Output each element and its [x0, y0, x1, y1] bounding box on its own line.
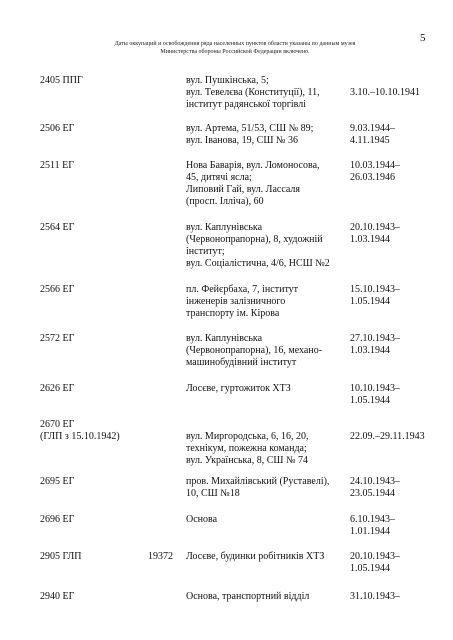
address-line: 45, дитячі ясла; — [186, 172, 252, 183]
address-line: вул. Тевелєва (Конституції), 11, — [186, 87, 320, 98]
date-line — [350, 75, 450, 87]
date-line: 26.03.1946 — [350, 172, 395, 183]
address-line: 10, СШ №18 — [186, 488, 240, 499]
address — [186, 284, 346, 320]
date-line: 10.10.1943– — [350, 383, 400, 394]
header-note — [70, 40, 400, 56]
hospital-code: 2564 ЕГ — [40, 222, 75, 233]
address — [186, 591, 346, 603]
dates — [350, 123, 450, 147]
date-line: 9.03.1944– — [350, 123, 395, 134]
address-line: вул. Миргородська, 6, 16, 20, — [186, 431, 309, 442]
hospital-code: 2940 ЕГ — [40, 591, 75, 602]
address — [186, 383, 346, 395]
address-line: Основа — [186, 514, 218, 525]
date-line: 24.10.1943– — [350, 476, 400, 487]
address — [186, 75, 346, 111]
date-line: 1.05.1944 — [350, 563, 390, 574]
address — [186, 419, 346, 467]
dates — [350, 514, 450, 538]
dates — [350, 333, 450, 357]
code-line: 2670 ЕГ — [40, 419, 75, 430]
address-line: Лосєве, гуртожиток ХТЗ — [186, 383, 291, 394]
date-line: 1.05.1944 — [350, 395, 390, 406]
address-line: вул. Артема, 51/53, СШ № 89; — [186, 123, 314, 134]
date-line: 1.05.1944 — [350, 296, 390, 307]
date-line: 22.09.–29.11.1943 — [350, 431, 425, 442]
address-line: інженерів залізничного — [186, 296, 286, 307]
date-line: 6.10.1943– — [350, 514, 395, 525]
date-line: 15.10.1943– — [350, 284, 400, 295]
address-line: вул. Каплунівська — [186, 333, 263, 344]
hospital-code — [40, 419, 150, 443]
date-line: 31.10.1943– — [350, 591, 400, 602]
hospital-code: 2405 ППГ — [40, 75, 83, 86]
code-line: (ГЛП з 15.10.1942) — [40, 431, 120, 442]
address-line: вул. Іванова, 19, СШ № 36 — [186, 135, 298, 146]
address-line: пл. Фейєрбаха, 7, інститут — [186, 284, 299, 295]
address-line: Нова Баварія, вул. Ломоносова, — [186, 160, 320, 171]
address — [186, 514, 346, 526]
header-note-line: Даты оккупаций и освобождения ряда населенных пунктов области указаны по данным музея — [114, 41, 356, 47]
date-line — [350, 419, 450, 431]
hospital-code: 2572 ЕГ — [40, 333, 75, 344]
address-line: (Червонопрапорна), 16, механо- — [186, 345, 323, 356]
page-number: 5 — [420, 32, 426, 44]
address-line: інститут; — [186, 246, 225, 257]
address-line: технікум, пожежна команда; — [186, 443, 307, 454]
date-line: 3.10.–10.10.1941 — [350, 87, 420, 98]
beds-count: 19372 — [148, 551, 173, 562]
date-line: 1.01.1944 — [350, 526, 390, 537]
address-line: Липовий Гай, вул. Лассаля — [186, 184, 300, 195]
dates — [350, 419, 450, 443]
dates — [350, 222, 450, 246]
hospital-code: 2626 ЕГ — [40, 383, 75, 394]
address-line: Лосєве, будинки робітників ХТЗ — [186, 551, 325, 562]
address — [186, 333, 346, 369]
address-line: (Червонопрапорна), 8, художній — [186, 234, 323, 245]
address — [186, 476, 346, 500]
hospital-code: 2566 ЕГ — [40, 284, 75, 295]
date-line: 20.10.1943– — [350, 551, 400, 562]
address-line: вул. Соціалістична, 4/6, НСШ №2 — [186, 258, 330, 269]
dates — [350, 591, 450, 603]
address-line: вул. Каплунівська — [186, 222, 263, 233]
address-line: вул. Пушкінська, 5; — [186, 75, 269, 86]
dates — [350, 284, 450, 308]
hospital-code: 2695 ЕГ — [40, 476, 75, 487]
date-line: 1.03.1944 — [350, 345, 390, 356]
address-line: машинобудівний інститут — [186, 357, 297, 368]
date-line: 23.05.1944 — [350, 488, 395, 499]
address — [186, 123, 346, 147]
date-line: 20.10.1943– — [350, 222, 400, 233]
address-line — [186, 419, 346, 431]
hospital-code: 2905 ГЛП — [40, 551, 82, 562]
address-line: пров. Михайлівський (Руставелі), — [186, 476, 330, 487]
dates — [350, 551, 450, 575]
hospital-code: 2511 ЕГ — [40, 160, 75, 171]
header-note-line: Министерства обороны Российской Федерации включено. — [160, 49, 310, 55]
date-line: 10.03.1944– — [350, 160, 400, 171]
address — [186, 551, 346, 563]
dates — [350, 75, 450, 99]
date-line: 4.11.1945 — [350, 135, 390, 146]
date-line: 27.10.1943– — [350, 333, 400, 344]
address-line: вул. Українська, 8, СШ № 74 — [186, 455, 309, 466]
address-line: Основа, транспортний відділ — [186, 591, 310, 602]
hospital-code: 2506 ЕГ — [40, 123, 75, 134]
dates — [350, 476, 450, 500]
dates — [350, 383, 450, 407]
address-line: (просп. Ілліча), 60 — [186, 196, 264, 207]
dates — [350, 160, 450, 184]
date-line: 1.03.1944 — [350, 234, 390, 245]
address — [186, 222, 346, 270]
address-line: транспорту ім. Кірова — [186, 308, 280, 319]
address — [186, 160, 346, 208]
address-line: інститут радянської торгівлі — [186, 99, 306, 110]
hospital-code: 2696 ЕГ — [40, 514, 75, 525]
